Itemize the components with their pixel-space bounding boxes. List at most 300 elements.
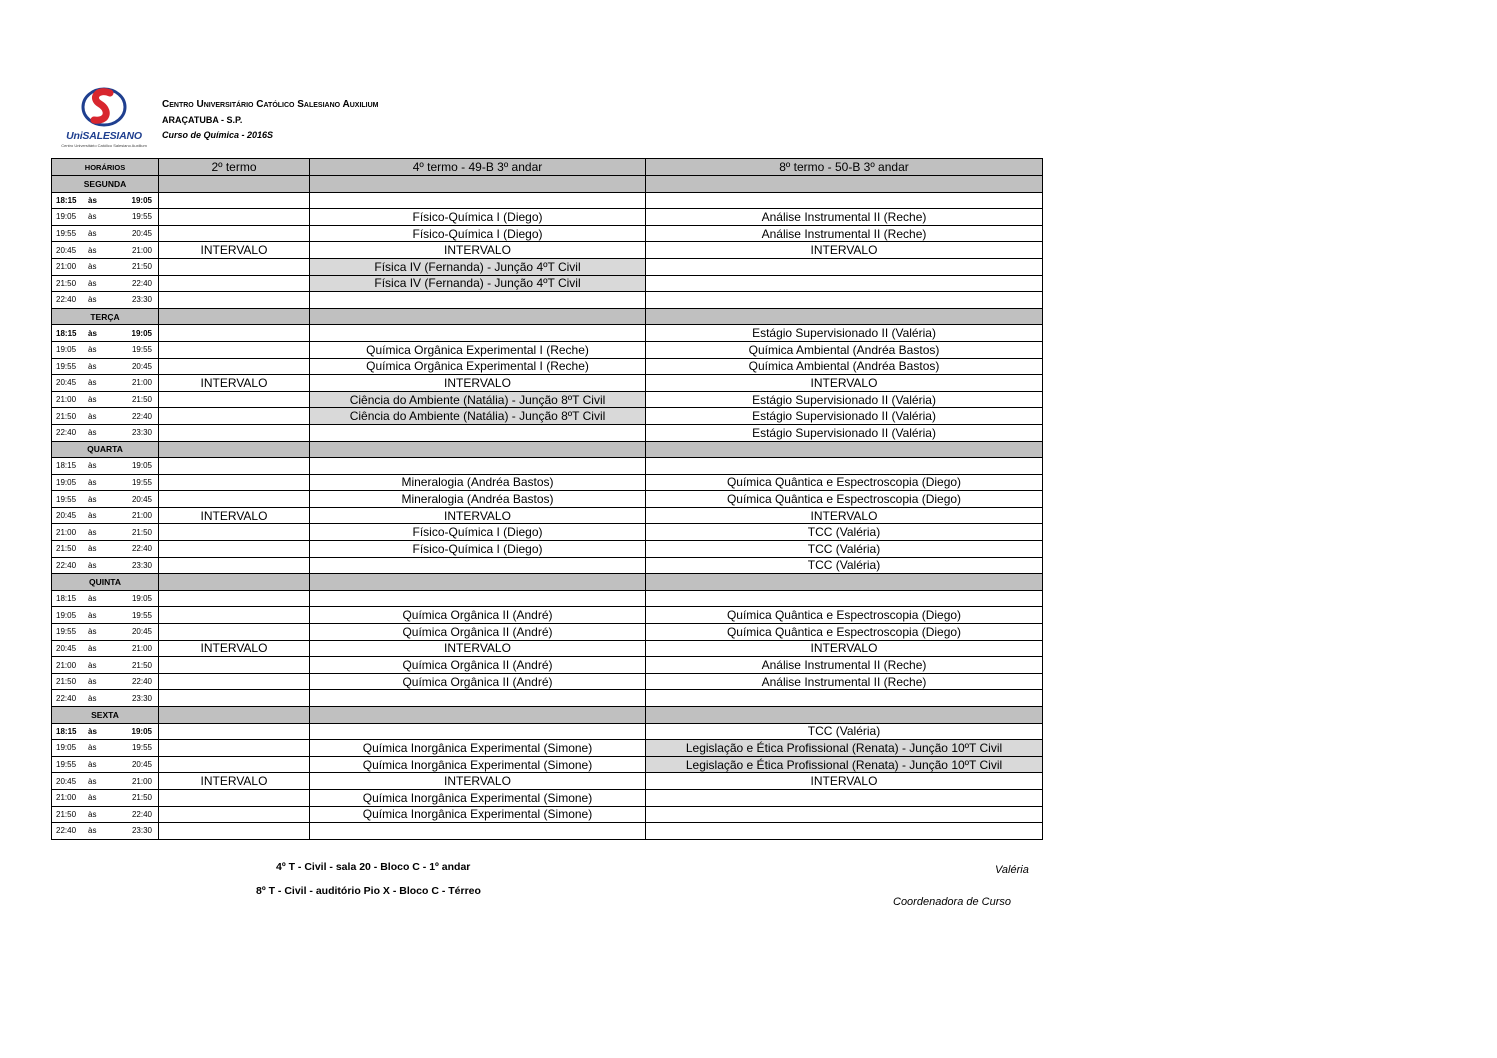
time-end: 19:05	[131, 328, 152, 338]
time-end: 21:00	[131, 776, 152, 786]
time-cell	[52, 524, 159, 541]
time-start: 19:55	[56, 627, 77, 637]
time-end: 19:05	[131, 195, 152, 205]
cell-8-termo: Química Quântica e Espectroscopia (Diego)	[646, 491, 1043, 508]
cell-8-termo: INTERVALO	[646, 773, 1043, 790]
course-title: Curso de Química - 2016S	[162, 130, 274, 140]
day-name: SEXTA	[52, 707, 159, 724]
cell-2-termo	[159, 789, 310, 806]
cell-4-termo: Química Orgânica II (André)	[310, 657, 646, 674]
table-row	[52, 507, 1043, 524]
cell-4-termo	[310, 723, 646, 740]
cell-2-termo	[159, 806, 310, 823]
cell-8-termo: Química Ambiental (Andréa Bastos)	[646, 358, 1043, 375]
cell-8-termo	[646, 258, 1043, 275]
cell-4-termo	[310, 292, 646, 309]
time-cell	[52, 209, 159, 226]
time-start: 19:55	[56, 760, 77, 770]
cell-2-termo	[159, 275, 310, 292]
time-cell	[52, 325, 159, 342]
time-start: 19:05	[56, 477, 77, 487]
time-end: 20:45	[131, 760, 152, 770]
cell-8-termo	[646, 275, 1043, 292]
cell-2-termo	[159, 358, 310, 375]
cell-8-termo: INTERVALO	[646, 640, 1043, 657]
cell-8-termo	[646, 789, 1043, 806]
day-header-cell	[159, 574, 310, 591]
cell-2-termo: INTERVALO	[159, 507, 310, 524]
cell-8-termo	[646, 590, 1043, 607]
time-end: 21:50	[131, 793, 152, 803]
time-start: 19:55	[56, 494, 77, 504]
time-separator: às	[88, 395, 97, 405]
time-cell	[52, 491, 159, 508]
cell-2-termo	[159, 690, 310, 707]
cell-4-termo: INTERVALO	[310, 242, 646, 259]
table-row	[52, 541, 1043, 558]
time-separator: às	[88, 527, 97, 537]
cell-2-termo	[159, 590, 310, 607]
day-header-cell	[159, 176, 310, 193]
day-header-cell	[310, 176, 646, 193]
time-end: 22:40	[131, 411, 152, 421]
schedule-body	[52, 176, 1043, 840]
time-separator: às	[88, 560, 97, 570]
time-start: 21:00	[56, 262, 77, 272]
time-start: 18:15	[56, 726, 77, 736]
table-row	[52, 723, 1043, 740]
time-end: 19:55	[131, 345, 152, 355]
cell-2-termo: INTERVALO	[159, 640, 310, 657]
time-end: 23:30	[131, 693, 152, 703]
time-end: 22:40	[131, 809, 152, 819]
time-separator: às	[88, 428, 97, 438]
time-separator: às	[88, 743, 97, 753]
time-end: 22:40	[131, 677, 152, 687]
cell-8-termo: Química Quântica e Espectroscopia (Diego)	[646, 624, 1043, 641]
cell-4-termo	[310, 458, 646, 475]
cell-8-termo	[646, 806, 1043, 823]
day-header-cell	[159, 441, 310, 458]
time-end: 19:55	[131, 610, 152, 620]
time-end: 22:40	[131, 544, 152, 554]
time-cell	[52, 557, 159, 574]
cell-4-termo	[310, 192, 646, 209]
cell-2-termo	[159, 557, 310, 574]
cell-4-termo: Mineralogia (Andréa Bastos)	[310, 491, 646, 508]
cell-4-termo: INTERVALO	[310, 640, 646, 657]
cell-8-termo: INTERVALO	[646, 507, 1043, 524]
day-header-cell	[646, 176, 1043, 193]
cell-4-termo: Física IV (Fernanda) - Junção 4ºT Civil	[310, 258, 646, 275]
time-start: 21:50	[56, 411, 77, 421]
cell-4-termo: INTERVALO	[310, 507, 646, 524]
cell-8-termo	[646, 823, 1043, 840]
time-separator: às	[88, 726, 97, 736]
table-row	[52, 740, 1043, 757]
cell-8-termo: Estágio Supervisionado II (Valéria)	[646, 391, 1043, 408]
cell-2-termo	[159, 657, 310, 674]
time-end: 23:30	[131, 560, 152, 570]
time-end: 23:30	[131, 826, 152, 836]
time-cell	[52, 624, 159, 641]
table-row	[52, 209, 1043, 226]
day-header-cell	[646, 308, 1043, 325]
cell-2-termo	[159, 624, 310, 641]
signature-role: Coordenadora de Curso	[893, 896, 1012, 908]
cell-8-termo	[646, 192, 1043, 209]
institution-location: ARAÇATUBA - S.P.	[162, 114, 243, 125]
time-cell	[52, 292, 159, 309]
time-end: 19:55	[131, 477, 152, 487]
day-header-row	[52, 574, 1043, 591]
cell-8-termo: Estágio Supervisionado II (Valéria)	[646, 408, 1043, 425]
day-name: TERÇA	[52, 308, 159, 325]
cell-2-termo: INTERVALO	[159, 242, 310, 259]
schedule-table	[51, 158, 1043, 840]
time-start: 19:05	[56, 212, 77, 222]
time-separator: às	[88, 212, 97, 222]
table-row	[52, 408, 1043, 425]
cell-2-termo	[159, 292, 310, 309]
time-cell	[52, 756, 159, 773]
cell-2-termo	[159, 823, 310, 840]
time-separator: às	[88, 793, 97, 803]
time-separator: às	[88, 295, 97, 305]
cell-8-termo: Análise Instrumental II (Reche)	[646, 657, 1043, 674]
time-start: 19:05	[56, 610, 77, 620]
time-cell	[52, 789, 159, 806]
table-row	[52, 458, 1043, 475]
time-end: 21:00	[131, 245, 152, 255]
time-end: 19:55	[131, 743, 152, 753]
cell-2-termo	[159, 325, 310, 342]
table-row	[52, 624, 1043, 641]
cell-2-termo: INTERVALO	[159, 773, 310, 790]
time-cell	[52, 541, 159, 558]
cell-2-termo	[159, 258, 310, 275]
time-start: 18:15	[56, 328, 77, 338]
cell-8-termo: INTERVALO	[646, 375, 1043, 392]
table-row	[52, 756, 1043, 773]
time-separator: às	[88, 245, 97, 255]
cell-8-termo: Química Quântica e Espectroscopia (Diego)	[646, 607, 1043, 624]
unisalesiano-logo	[58, 84, 150, 152]
day-header-cell	[310, 441, 646, 458]
time-separator: às	[88, 262, 97, 272]
day-header-cell	[646, 707, 1043, 724]
cell-2-termo	[159, 756, 310, 773]
time-cell	[52, 673, 159, 690]
cell-8-termo: INTERVALO	[646, 242, 1043, 259]
col-header-8-termo: 8º termo - 50-B 3º andar	[646, 159, 1043, 176]
cell-4-termo	[310, 690, 646, 707]
cell-4-termo	[310, 557, 646, 574]
cell-2-termo	[159, 723, 310, 740]
cell-4-termo: Química Orgânica II (André)	[310, 624, 646, 641]
time-end: 19:05	[131, 461, 152, 471]
time-separator: às	[88, 411, 97, 421]
time-separator: às	[88, 494, 97, 504]
time-cell	[52, 773, 159, 790]
table-row	[52, 375, 1043, 392]
time-start: 21:00	[56, 395, 77, 405]
time-start: 20:45	[56, 378, 77, 388]
time-end: 20:45	[131, 627, 152, 637]
col-header-2-termo: 2º termo	[159, 159, 310, 176]
table-row	[52, 673, 1043, 690]
logo-subtitle: Centro Universitário Católico Salesiano Auxilium	[61, 143, 147, 148]
footer-note-8t: 8º T - Civil - auditório Pio X - Bloco C - Térreo	[256, 885, 481, 897]
cell-8-termo: Estágio Supervisionado II (Valéria)	[646, 424, 1043, 441]
table-row	[52, 806, 1043, 823]
time-separator: às	[88, 677, 97, 687]
cell-4-termo: Química Inorgânica Experimental (Simone)	[310, 756, 646, 773]
time-start: 21:50	[56, 544, 77, 554]
time-separator: às	[88, 477, 97, 487]
time-start: 18:15	[56, 195, 77, 205]
time-start: 22:40	[56, 693, 77, 703]
cell-8-termo: Química Ambiental (Andréa Bastos)	[646, 341, 1043, 358]
logo-name: UniSALESIANO	[66, 130, 142, 142]
time-cell	[52, 690, 159, 707]
cell-8-termo	[646, 292, 1043, 309]
table-row	[52, 275, 1043, 292]
cell-8-termo: Legislação e Ética Profissional (Renata) - Junção 10ºT Civil	[646, 740, 1043, 757]
table-row	[52, 773, 1043, 790]
time-start: 22:40	[56, 826, 77, 836]
time-cell	[52, 507, 159, 524]
table-row	[52, 823, 1043, 840]
time-separator: às	[88, 229, 97, 239]
time-end: 23:30	[131, 428, 152, 438]
time-end: 21:50	[131, 527, 152, 537]
cell-2-termo	[159, 740, 310, 757]
cell-4-termo: INTERVALO	[310, 375, 646, 392]
time-cell	[52, 723, 159, 740]
day-header-row	[52, 308, 1043, 325]
time-end: 22:40	[131, 278, 152, 288]
time-separator: às	[88, 328, 97, 338]
cell-4-termo: Físico-Química I (Diego)	[310, 541, 646, 558]
time-separator: às	[88, 278, 97, 288]
table-row	[52, 258, 1043, 275]
cell-2-termo	[159, 225, 310, 242]
time-separator: às	[88, 195, 97, 205]
cell-4-termo: Físico-Química I (Diego)	[310, 524, 646, 541]
time-start: 21:50	[56, 809, 77, 819]
time-end: 20:45	[131, 229, 152, 239]
time-separator: às	[88, 760, 97, 770]
table-row	[52, 524, 1043, 541]
time-cell	[52, 740, 159, 757]
time-end: 21:00	[131, 378, 152, 388]
time-separator: às	[88, 378, 97, 388]
time-cell	[52, 341, 159, 358]
time-end: 20:45	[131, 494, 152, 504]
cell-2-termo	[159, 673, 310, 690]
time-separator: às	[88, 693, 97, 703]
table-row	[52, 325, 1043, 342]
cell-4-termo: Físico-Química I (Diego)	[310, 209, 646, 226]
cell-4-termo	[310, 424, 646, 441]
table-row	[52, 424, 1043, 441]
time-separator: às	[88, 826, 97, 836]
time-cell	[52, 391, 159, 408]
time-cell	[52, 258, 159, 275]
table-row	[52, 557, 1043, 574]
logo-s-icon	[80, 84, 128, 130]
cell-2-termo	[159, 458, 310, 475]
time-end: 21:50	[131, 395, 152, 405]
time-cell	[52, 474, 159, 491]
institution-name: Centro Universitário Católico Salesiano Auxilium	[162, 99, 379, 110]
cell-2-termo	[159, 524, 310, 541]
time-start: 19:55	[56, 361, 77, 371]
time-end: 21:00	[131, 643, 152, 653]
time-separator: às	[88, 461, 97, 471]
time-cell	[52, 192, 159, 209]
time-start: 21:00	[56, 793, 77, 803]
cell-8-termo: TCC (Valéria)	[646, 524, 1043, 541]
time-start: 19:55	[56, 229, 77, 239]
time-start: 22:40	[56, 428, 77, 438]
table-row	[52, 358, 1043, 375]
time-separator: às	[88, 776, 97, 786]
cell-4-termo: Química Orgânica II (André)	[310, 607, 646, 624]
table-row	[52, 341, 1043, 358]
cell-4-termo: Química Inorgânica Experimental (Simone)	[310, 740, 646, 757]
time-end: 19:55	[131, 212, 152, 222]
day-name: QUARTA	[52, 441, 159, 458]
time-end: 19:05	[131, 594, 152, 604]
time-cell	[52, 275, 159, 292]
time-cell	[52, 458, 159, 475]
cell-2-termo	[159, 491, 310, 508]
cell-8-termo: Análise Instrumental II (Reche)	[646, 225, 1043, 242]
day-header-cell	[310, 707, 646, 724]
cell-8-termo: TCC (Valéria)	[646, 723, 1043, 740]
table-row	[52, 192, 1043, 209]
table-row	[52, 474, 1043, 491]
time-cell	[52, 823, 159, 840]
time-cell	[52, 640, 159, 657]
cell-2-termo	[159, 209, 310, 226]
day-name: SEGUNDA	[52, 176, 159, 193]
day-header-cell	[159, 707, 310, 724]
cell-8-termo: Legislação e Ética Profissional (Renata) - Junção 10ºT Civil	[646, 756, 1043, 773]
cell-2-termo	[159, 607, 310, 624]
time-separator: às	[88, 610, 97, 620]
cell-4-termo	[310, 325, 646, 342]
time-start: 21:50	[56, 677, 77, 687]
table-row	[52, 491, 1043, 508]
time-cell	[52, 408, 159, 425]
time-end: 20:45	[131, 361, 152, 371]
cell-2-termo	[159, 391, 310, 408]
time-start: 21:00	[56, 527, 77, 537]
cell-4-termo: Físico-Química I (Diego)	[310, 225, 646, 242]
table-row	[52, 690, 1043, 707]
cell-4-termo: INTERVALO	[310, 773, 646, 790]
time-start: 20:45	[56, 643, 77, 653]
day-header-cell	[159, 308, 310, 325]
time-cell	[52, 358, 159, 375]
footer-note-4t: 4º T - Civil - sala 20 - Bloco C - 1º andar	[276, 861, 471, 873]
cell-2-termo: INTERVALO	[159, 375, 310, 392]
cell-8-termo: TCC (Valéria)	[646, 557, 1043, 574]
cell-4-termo: Química Orgânica II (André)	[310, 673, 646, 690]
cell-8-termo	[646, 690, 1043, 707]
cell-8-termo: Análise Instrumental II (Reche)	[646, 209, 1043, 226]
table-row	[52, 590, 1043, 607]
time-end: 21:50	[131, 262, 152, 272]
cell-4-termo: Ciência do Ambiente (Natália) - Junção 8ºT Civil	[310, 391, 646, 408]
cell-2-termo	[159, 341, 310, 358]
time-separator: às	[88, 594, 97, 604]
day-header-row	[52, 707, 1043, 724]
time-end: 23:30	[131, 295, 152, 305]
col-header-4-termo: 4º termo - 49-B 3º andar	[310, 159, 646, 176]
day-header-row	[52, 176, 1043, 193]
day-name: QUINTA	[52, 574, 159, 591]
time-separator: às	[88, 511, 97, 521]
cell-4-termo: Física IV (Fernanda) - Junção 4ºT Civil	[310, 275, 646, 292]
cell-2-termo	[159, 408, 310, 425]
cell-4-termo: Ciência do Ambiente (Natália) - Junção 8ºT Civil	[310, 408, 646, 425]
cell-2-termo	[159, 192, 310, 209]
time-separator: às	[88, 544, 97, 554]
table-row	[52, 242, 1043, 259]
time-start: 22:40	[56, 560, 77, 570]
time-end: 21:50	[131, 660, 152, 670]
cell-2-termo	[159, 424, 310, 441]
time-separator: às	[88, 345, 97, 355]
table-row	[52, 607, 1043, 624]
time-start: 20:45	[56, 776, 77, 786]
cell-4-termo: Mineralogia (Andréa Bastos)	[310, 474, 646, 491]
time-start: 22:40	[56, 295, 77, 305]
table-row	[52, 292, 1043, 309]
cell-2-termo	[159, 474, 310, 491]
time-cell	[52, 225, 159, 242]
time-cell	[52, 424, 159, 441]
time-cell	[52, 607, 159, 624]
time-separator: às	[88, 361, 97, 371]
cell-8-termo: Estágio Supervisionado II (Valéria)	[646, 325, 1043, 342]
time-cell	[52, 806, 159, 823]
day-header-cell	[310, 308, 646, 325]
time-start: 21:00	[56, 660, 77, 670]
cell-4-termo: Química Inorgânica Experimental (Simone)	[310, 806, 646, 823]
time-start: 18:15	[56, 594, 77, 604]
table-row	[52, 225, 1043, 242]
day-header-cell	[646, 441, 1043, 458]
document-header	[162, 97, 379, 144]
time-cell	[52, 590, 159, 607]
cell-8-termo: Análise Instrumental II (Reche)	[646, 673, 1043, 690]
cell-8-termo	[646, 458, 1043, 475]
day-header-row	[52, 441, 1043, 458]
table-row	[52, 789, 1043, 806]
time-end: 21:00	[131, 511, 152, 521]
time-start: 21:50	[56, 278, 77, 288]
time-start: 18:15	[56, 461, 77, 471]
time-cell	[52, 242, 159, 259]
time-separator: às	[88, 643, 97, 653]
table-header-row	[52, 159, 1043, 176]
time-separator: às	[88, 627, 97, 637]
